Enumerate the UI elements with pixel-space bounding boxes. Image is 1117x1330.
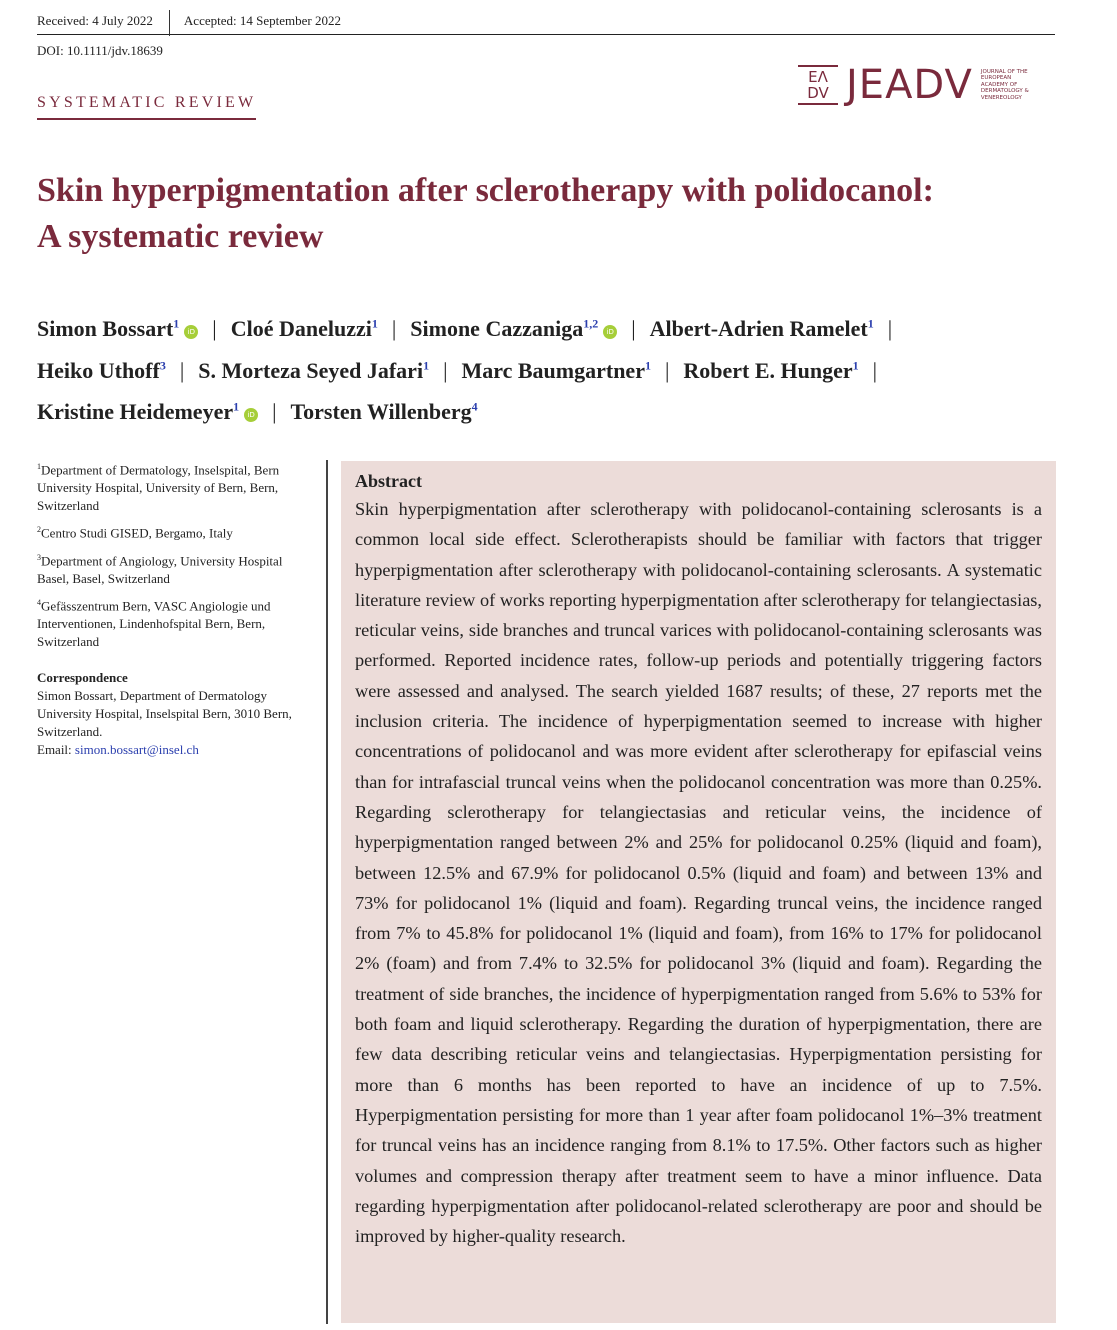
affiliation-text: Department of Angiology, University Hospital Basel, Basel, Switzerland	[37, 552, 283, 586]
email-link[interactable]: simon.bossart@insel.ch	[74, 742, 199, 758]
separator: |	[664, 357, 670, 383]
correspondence-heading: Correspondence	[37, 670, 128, 686]
orcid-icon[interactable]: iD	[244, 408, 258, 422]
affiliation-number: 1,2	[583, 317, 599, 331]
author-name: Cloé Daneluzzi	[230, 316, 372, 342]
journal-logo	[798, 62, 1036, 108]
section-label: SYSTEMATIC REVIEW	[37, 94, 256, 120]
correspondence-text: Simon Bossart, Department of Dermatology University Hospital, Inselspital Bern, 3010 Bern, Switzerland.	[37, 688, 292, 740]
affiliation-number: 1	[644, 358, 651, 373]
author[interactable]	[37, 316, 198, 341]
author[interactable]	[37, 358, 166, 383]
affiliation-number: 2	[37, 525, 41, 535]
author[interactable]	[650, 316, 874, 341]
author[interactable]	[198, 358, 429, 383]
author-name: Simone Cazzaniga	[410, 316, 584, 342]
orcid-icon[interactable]: iD	[603, 325, 617, 339]
divider	[169, 10, 170, 36]
author-name: Marc Baumgartner	[461, 357, 645, 383]
affiliation-number: 1	[173, 317, 180, 331]
affiliation-number: 1	[423, 358, 430, 373]
author[interactable]	[410, 316, 617, 341]
separator: |	[179, 357, 185, 383]
affiliation-text: Department of Dermatology, Inselspital, Bern University Hospital, University of Bern, Bern, Switzerland	[37, 462, 280, 514]
author-name: Torsten Willenberg	[290, 398, 472, 424]
author[interactable]	[231, 316, 378, 341]
affiliation-number: 4	[471, 399, 478, 414]
abstract-heading: Abstract	[355, 471, 422, 491]
abstract-text: Skin hyperpigmentation after sclerotherapy with polidocanol-containing sclerosants is a common local side effect. Sclerotherapists should be familiar with factors that trigger hyperpigmentation after sclerotherapy with polidocanol-containing sclerosants. A systematic literature review of works reporting hyperpigmentation after sclerotherapy for telangiectasias, reticular veins, side branches and truncal varices with polidocanol-containing sclerosants was performed. Reported incidence rates, follow-up periods and potentially triggering factors were assessed and analysed. The search yielded 1687 results; of these, 27 reports met the inclusion criteria. The incidence of hyperpigmentation seemed to increase with higher concentrations of polidocanol and was more evident after sclerotherapy for epifascial veins than for intrafascial truncal veins when the polidocanol concentration was more than 0.25%. Regarding sclerotherapy for telangiectasias and reticular veins, the incidence of hyperpigmentation ranged between 2% and 25% for polidocanol 0.25% (liquid and foam), between 12.5% and 67.9% for polidocanol 0.5% (liquid and foam) and between 13% and 73% for polidocanol 1% (liquid and foam). Regarding truncal veins, the incidence ranged from 7% to 45.8% for polidocanol 1% (liquid and foam), from 16% to 17% for polidocanol 2% (foam) and from 7.4% to 32.5% for polidocanol 3% (liquid and foam). Regarding the treatment of side branches, the incidence of hyperpigmentation ranged from 5.6% to 53% for both foam and liquid sclerotherapy. Regarding the duration of hyperpigmentation, there are few data describing reticular veins and telangiectasias. Hyperpigmentation persisting for more than 6 months has been reported to have an incidence of up to 7.5%. Hyperpigmentation persisting for more than 1 year after foam polidocanol 1%–3% treatment for truncal veins has an incidence ranging from 8.1% to 17.5%. Other factors such as higher volumes and compression therapy after treatment seem to have a minor influence. Data regarding hyperpigmentation after polidocanol-related sclerotherapy are poor and should be improved by higher-quality research.	[355, 499, 1042, 1247]
affiliation-number: 1	[37, 462, 41, 471]
orcid-icon[interactable]: iD	[184, 325, 198, 339]
author-name: Albert-Adrien Ramelet	[649, 316, 868, 342]
title-line-1: Skin hyperpigmentation after sclerotherapy with polidocanol:	[37, 172, 934, 209]
title-line-2: A systematic review	[37, 218, 324, 255]
author[interactable]	[683, 358, 858, 383]
logo-mark	[798, 65, 838, 105]
affiliation-number: 1	[233, 399, 240, 414]
affiliations	[37, 458, 317, 759]
affiliation	[37, 549, 317, 588]
separator: |	[887, 316, 893, 342]
email-label: Email:	[37, 742, 75, 758]
separator: |	[872, 357, 878, 383]
affiliation-text: Centro Studi GISED, Bergamo, Italy	[41, 525, 233, 541]
journal-subtitle: JOURNAL OF THE EUROPEAN ACADEMY OF DERMATOLOGY & VENEREOLOGY	[980, 68, 1029, 101]
affiliation-number: 3	[159, 358, 166, 373]
separator: |	[272, 398, 277, 424]
affiliation	[37, 458, 317, 515]
author-name: Kristine Heidemeyer	[37, 398, 234, 424]
affiliation-number: 1	[867, 317, 874, 331]
affiliation-number: 1	[371, 317, 378, 331]
author-name: Robert E. Hunger	[683, 357, 853, 383]
logo-mark-bottom: DV	[807, 84, 829, 102]
correspondence	[37, 669, 317, 759]
article-dates	[37, 10, 1055, 35]
separator: |	[212, 316, 217, 342]
doi[interactable]: DOI: 10.1111/jdv.18639	[37, 43, 163, 58]
separator: |	[631, 316, 636, 342]
received-date: Received: 4 July 2022	[37, 13, 153, 28]
affiliation	[37, 521, 317, 542]
affiliation-text: Gefässzentrum Bern, VASC Angiologie und Interventionen, Lindenhofspital Bern, Bern, Switzerland	[37, 598, 271, 650]
author[interactable]	[461, 358, 651, 383]
accepted-date: Accepted: 14 September 2022	[183, 13, 341, 28]
journal-name: JEADV	[846, 62, 973, 108]
article-title	[37, 168, 1037, 260]
author[interactable]	[37, 399, 258, 424]
author-name: S. Morteza Seyed Jafari	[198, 357, 424, 383]
column-divider	[326, 460, 328, 1324]
author-name: Heiko Uthoff	[37, 357, 160, 383]
affiliation-number: 3	[37, 552, 41, 562]
author-list	[37, 306, 1047, 430]
affiliation-number: 4	[37, 597, 41, 607]
author-name: Simon Bossart	[37, 316, 174, 342]
separator: |	[391, 316, 397, 342]
separator: |	[443, 357, 448, 383]
abstract-box	[341, 461, 1056, 1323]
logo-mark-top: EΛ	[808, 68, 828, 86]
author[interactable]	[291, 399, 478, 424]
affiliation-number: 1	[852, 358, 859, 373]
affiliation	[37, 594, 317, 651]
